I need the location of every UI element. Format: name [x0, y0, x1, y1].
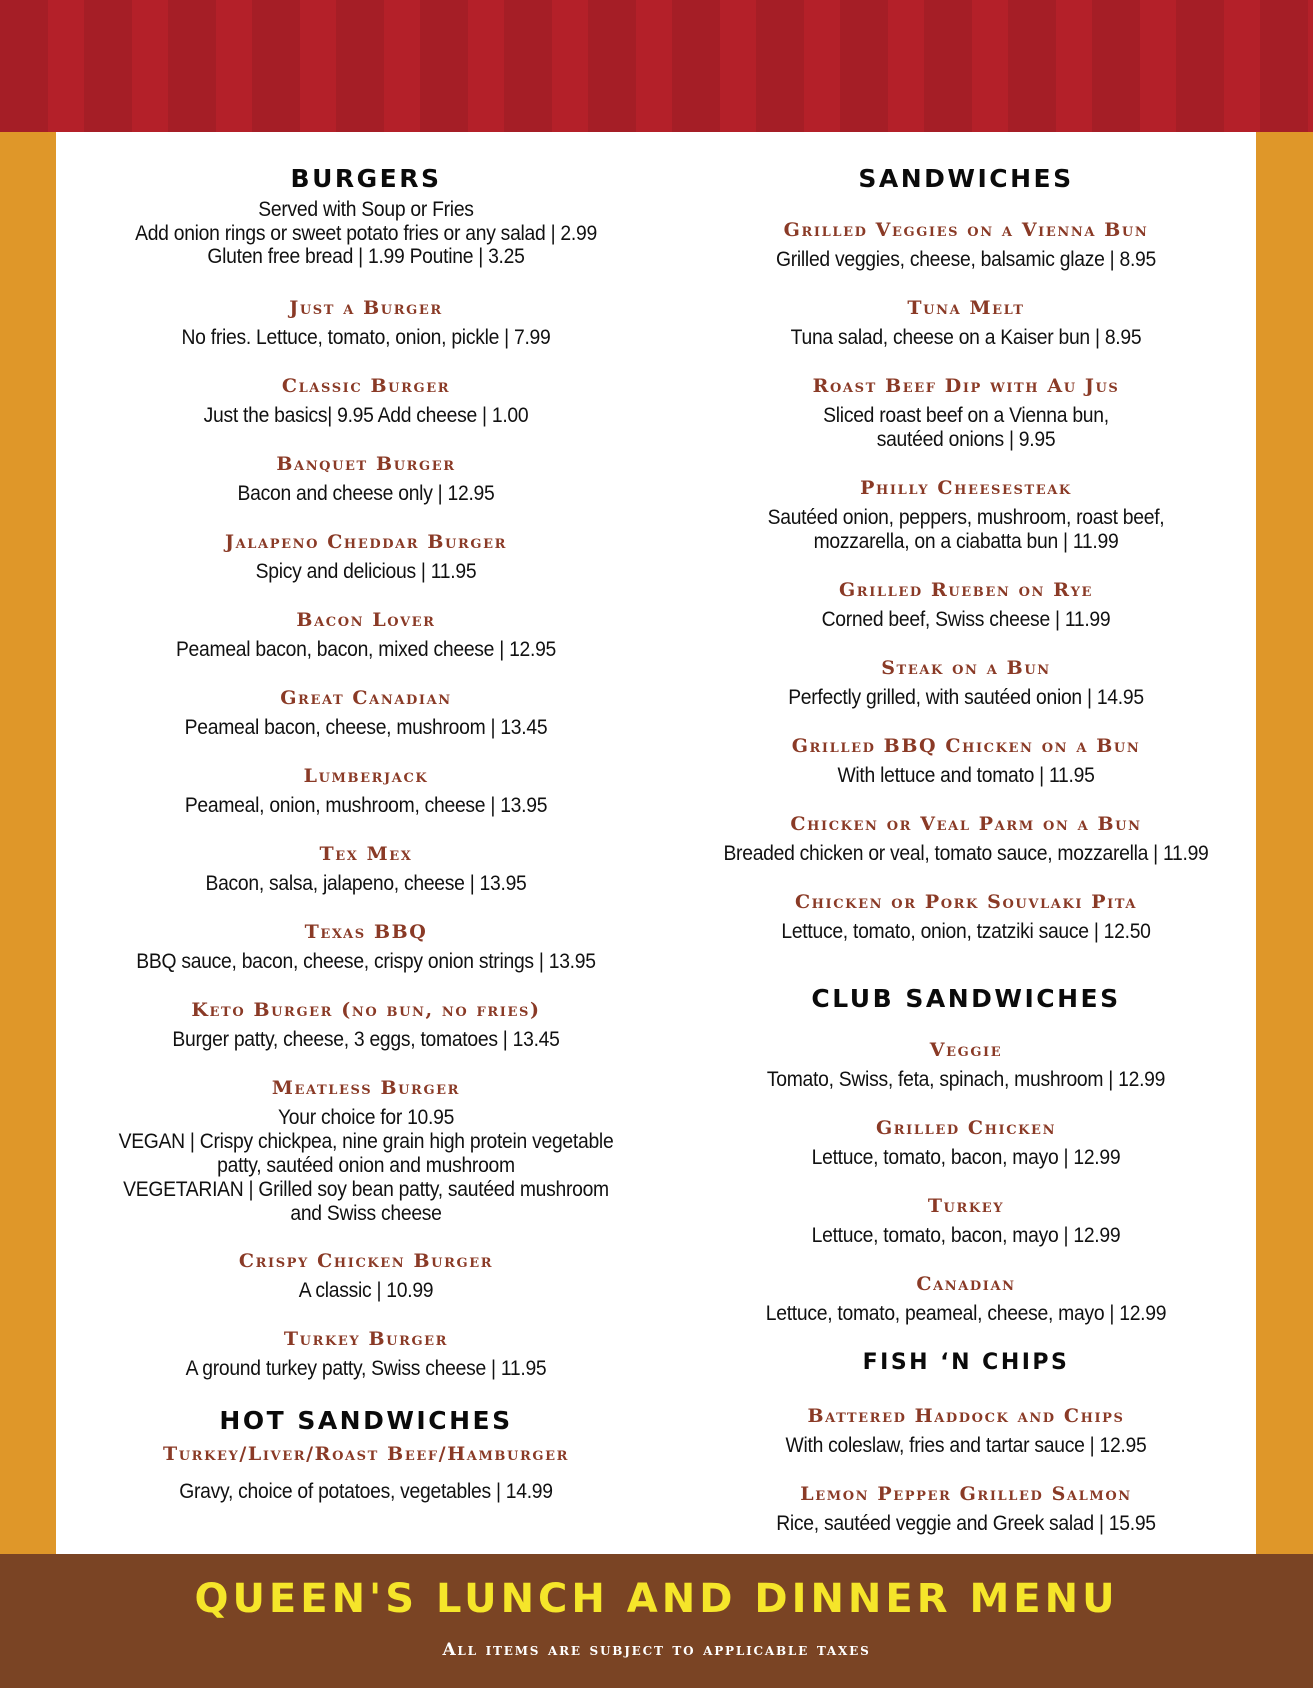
menu-item: [674, 476, 1258, 554]
menu-item: [674, 1404, 1258, 1458]
item-name: Lemon Pepper Grilled Salmon: [800, 1483, 1132, 1505]
burgers-intro-line: Gluten free bread | 1.99 Poutine | 3.25: [207, 245, 525, 268]
item-name: Just a Burger: [289, 297, 443, 319]
item-name: Steak on a Bun: [881, 657, 1051, 679]
item-desc: Sliced roast beef on a Vienna bun,: [823, 404, 1109, 427]
menu-item: [56, 764, 676, 818]
menu-item: [56, 920, 676, 974]
item-desc: Peameal bacon, bacon, mixed cheese | 12.95: [175, 638, 557, 661]
item-desc: patty, sautéed onion and mushroom: [217, 1154, 515, 1177]
menu-item: [674, 1116, 1258, 1170]
item-name: Bacon Lover: [296, 609, 436, 631]
item-desc: A classic | 10.99: [298, 1279, 434, 1302]
item-name: Classic Burger: [281, 375, 451, 397]
item-desc: and Swiss cheese: [290, 1202, 442, 1225]
item-name: Tuna Melt: [907, 297, 1025, 319]
menu-page: [56, 132, 1256, 1554]
item-desc-block: [674, 404, 1258, 452]
burgers-intro-line: Add onion rings or sweet potato fries or any salad | 2.99: [135, 221, 597, 245]
item-desc: VEGETARIAN | Grilled soy bean patty, sautéed mushroom: [123, 1178, 609, 1201]
fish-chips-title: FISH ‘N CHIPS: [862, 1350, 1070, 1375]
item-desc: No fries. Lettuce, tomato, onion, pickle | 7.99: [181, 326, 551, 349]
item-name: Texas BBQ: [304, 921, 428, 943]
menu-item: [674, 890, 1258, 944]
item-desc: Lettuce, tomato, bacon, mayo | 12.99: [811, 1224, 1121, 1247]
menu-item: [674, 812, 1258, 866]
item-desc: With coleslaw, fries and tartar sauce | 12.95: [785, 1434, 1147, 1457]
footer-band: [0, 1554, 1313, 1688]
menu-item: [56, 452, 676, 506]
item-name: Chicken or Pork Souvlaki Pita: [794, 891, 1138, 913]
burgers-intro-line: Served with Soup or Fries: [258, 198, 474, 221]
item-name: Battered Haddock and Chips: [807, 1405, 1125, 1427]
item-desc: With lettuce and tomato | 11.95: [837, 764, 1095, 787]
item-name: Canadian: [916, 1273, 1016, 1295]
item-desc: Sautéed onion, peppers, mushroom, roast beef,: [767, 506, 1165, 529]
menu-item: [56, 1249, 676, 1303]
menu-item: [56, 530, 676, 584]
item-name: Philly Cheesesteak: [860, 477, 1072, 499]
item-desc: Lettuce, tomato, peameal, cheese, mayo | 12.99: [765, 1302, 1167, 1325]
item-desc: Peameal, onion, mushroom, cheese | 13.95: [184, 794, 548, 817]
menu-item: [56, 998, 676, 1052]
menu-item: [674, 656, 1258, 710]
item-name: Veggie: [929, 1039, 1003, 1061]
club-sandwiches-section: [674, 984, 1258, 1014]
item-desc: Spicy and delicious | 11.95: [255, 560, 477, 583]
item-name: Chicken or Veal Parm on a Bun: [790, 813, 1142, 835]
menu-title: QUEEN'S LUNCH AND DINNER MENU: [194, 1576, 1119, 1622]
item-desc-block: [674, 506, 1258, 554]
club-sandwiches-title: CLUB SANDWICHES: [811, 984, 1121, 1013]
menu-item: [674, 1194, 1258, 1248]
item-name: Keto Burger (no bun, no fries): [191, 999, 541, 1021]
hot-sandwiches-section: [56, 1406, 676, 1504]
menu-item: [56, 1076, 676, 1226]
menu-item: [674, 1272, 1258, 1326]
sandwiches-title: SANDWICHES: [858, 164, 1074, 193]
item-desc: Breaded chicken or veal, tomato sauce, mozzarella | 11.99: [723, 842, 1209, 865]
item-desc: VEGAN | Crispy chickpea, nine grain high protein vegetable: [118, 1130, 614, 1153]
item-name: Banquet Burger: [276, 453, 456, 475]
tax-notice: All items are subject to applicable taxes: [442, 1640, 871, 1660]
menu-item: [56, 842, 676, 896]
item-name: Meatless Burger: [271, 1077, 461, 1099]
item-name: Grilled Rueben on Rye: [838, 579, 1094, 601]
item-name: Great Canadian: [280, 687, 452, 709]
item-desc: mozzarella, on a ciabatta bun | 11.99: [813, 530, 1119, 553]
menu-item: [674, 1482, 1258, 1536]
item-desc: BBQ sauce, bacon, cheese, crispy onion strings | 13.95: [136, 950, 596, 973]
item-desc: Tuna salad, cheese on a Kaiser bun | 8.95: [790, 326, 1142, 349]
burgers-title: BURGERS: [290, 164, 442, 193]
hot-sandwiches-title: HOT SANDWICHES: [219, 1406, 513, 1435]
burgers-section: [56, 164, 676, 269]
item-desc: Lettuce, tomato, onion, tzatziki sauce | 12.50: [781, 920, 1151, 943]
item-name: Turkey Burger: [283, 1328, 449, 1350]
menu-item: [674, 578, 1258, 632]
item-name: Turkey: [927, 1195, 1005, 1217]
item-name: Roast Beef Dip with Au Jus: [812, 375, 1120, 397]
item-name: Turkey/Liver/Roast Beef/Hamburger: [163, 1443, 569, 1465]
item-desc: sautéed onions | 9.95: [876, 428, 1056, 451]
item-name: Grilled Chicken: [875, 1117, 1057, 1139]
burgers-intro: [56, 198, 676, 269]
item-desc: Bacon, salsa, jalapeno, cheese | 13.95: [205, 872, 527, 895]
menu-item: [674, 218, 1258, 272]
item-name: Grilled BBQ Chicken on a Bun: [791, 735, 1141, 757]
top-stripe-banner: [0, 0, 1313, 132]
menu-item: [674, 296, 1258, 350]
item-desc: Grilled veggies, cheese, balsamic glaze | 8.95: [775, 248, 1157, 271]
menu-item: [56, 686, 676, 740]
item-desc: Lettuce, tomato, bacon, mayo | 12.99: [811, 1146, 1121, 1169]
item-desc: Perfectly grilled, with sautéed onion | 14.95: [788, 686, 1144, 709]
menu-item: [674, 1038, 1258, 1092]
item-name: Tex Mex: [319, 843, 413, 865]
item-desc: Gravy, choice of potatoes, vegetables | 14.99: [179, 1480, 553, 1503]
item-desc: Tomato, Swiss, feta, spinach, mushroom | 12.99: [766, 1068, 1166, 1091]
item-desc: A ground turkey patty, Swiss cheese | 11.95: [185, 1357, 547, 1380]
sandwiches-section: [674, 164, 1258, 194]
item-desc: Your choice for 10.95: [277, 1106, 455, 1129]
menu-item: [674, 734, 1258, 788]
menu-item: [56, 374, 676, 428]
menu-item: [56, 608, 676, 662]
item-name: Lumberjack: [303, 765, 429, 787]
item-desc: Peameal bacon, cheese, mushroom | 13.45: [184, 716, 548, 739]
menu-item: [56, 1327, 676, 1381]
menu-item: [674, 374, 1258, 452]
menu-item: [56, 296, 676, 350]
fish-chips-section: [674, 1348, 1258, 1378]
item-desc: Just the basics| 9.95 Add cheese | 1.00: [203, 404, 529, 427]
item-desc: Burger patty, cheese, 3 eggs, tomatoes | 13.45: [172, 1028, 560, 1051]
item-desc: Rice, sautéed veggie and Greek salad | 15.95: [776, 1512, 1156, 1535]
item-name: Grilled Veggies on a Vienna Bun: [783, 219, 1149, 241]
item-desc: Bacon and cheese only | 12.95: [237, 482, 495, 505]
item-desc-block: [56, 1106, 676, 1226]
item-name: Crispy Chicken Burger: [238, 1250, 494, 1272]
item-desc: Corned beef, Swiss cheese | 11.99: [821, 608, 1111, 631]
item-name: Jalapeno Cheddar Burger: [225, 531, 507, 553]
